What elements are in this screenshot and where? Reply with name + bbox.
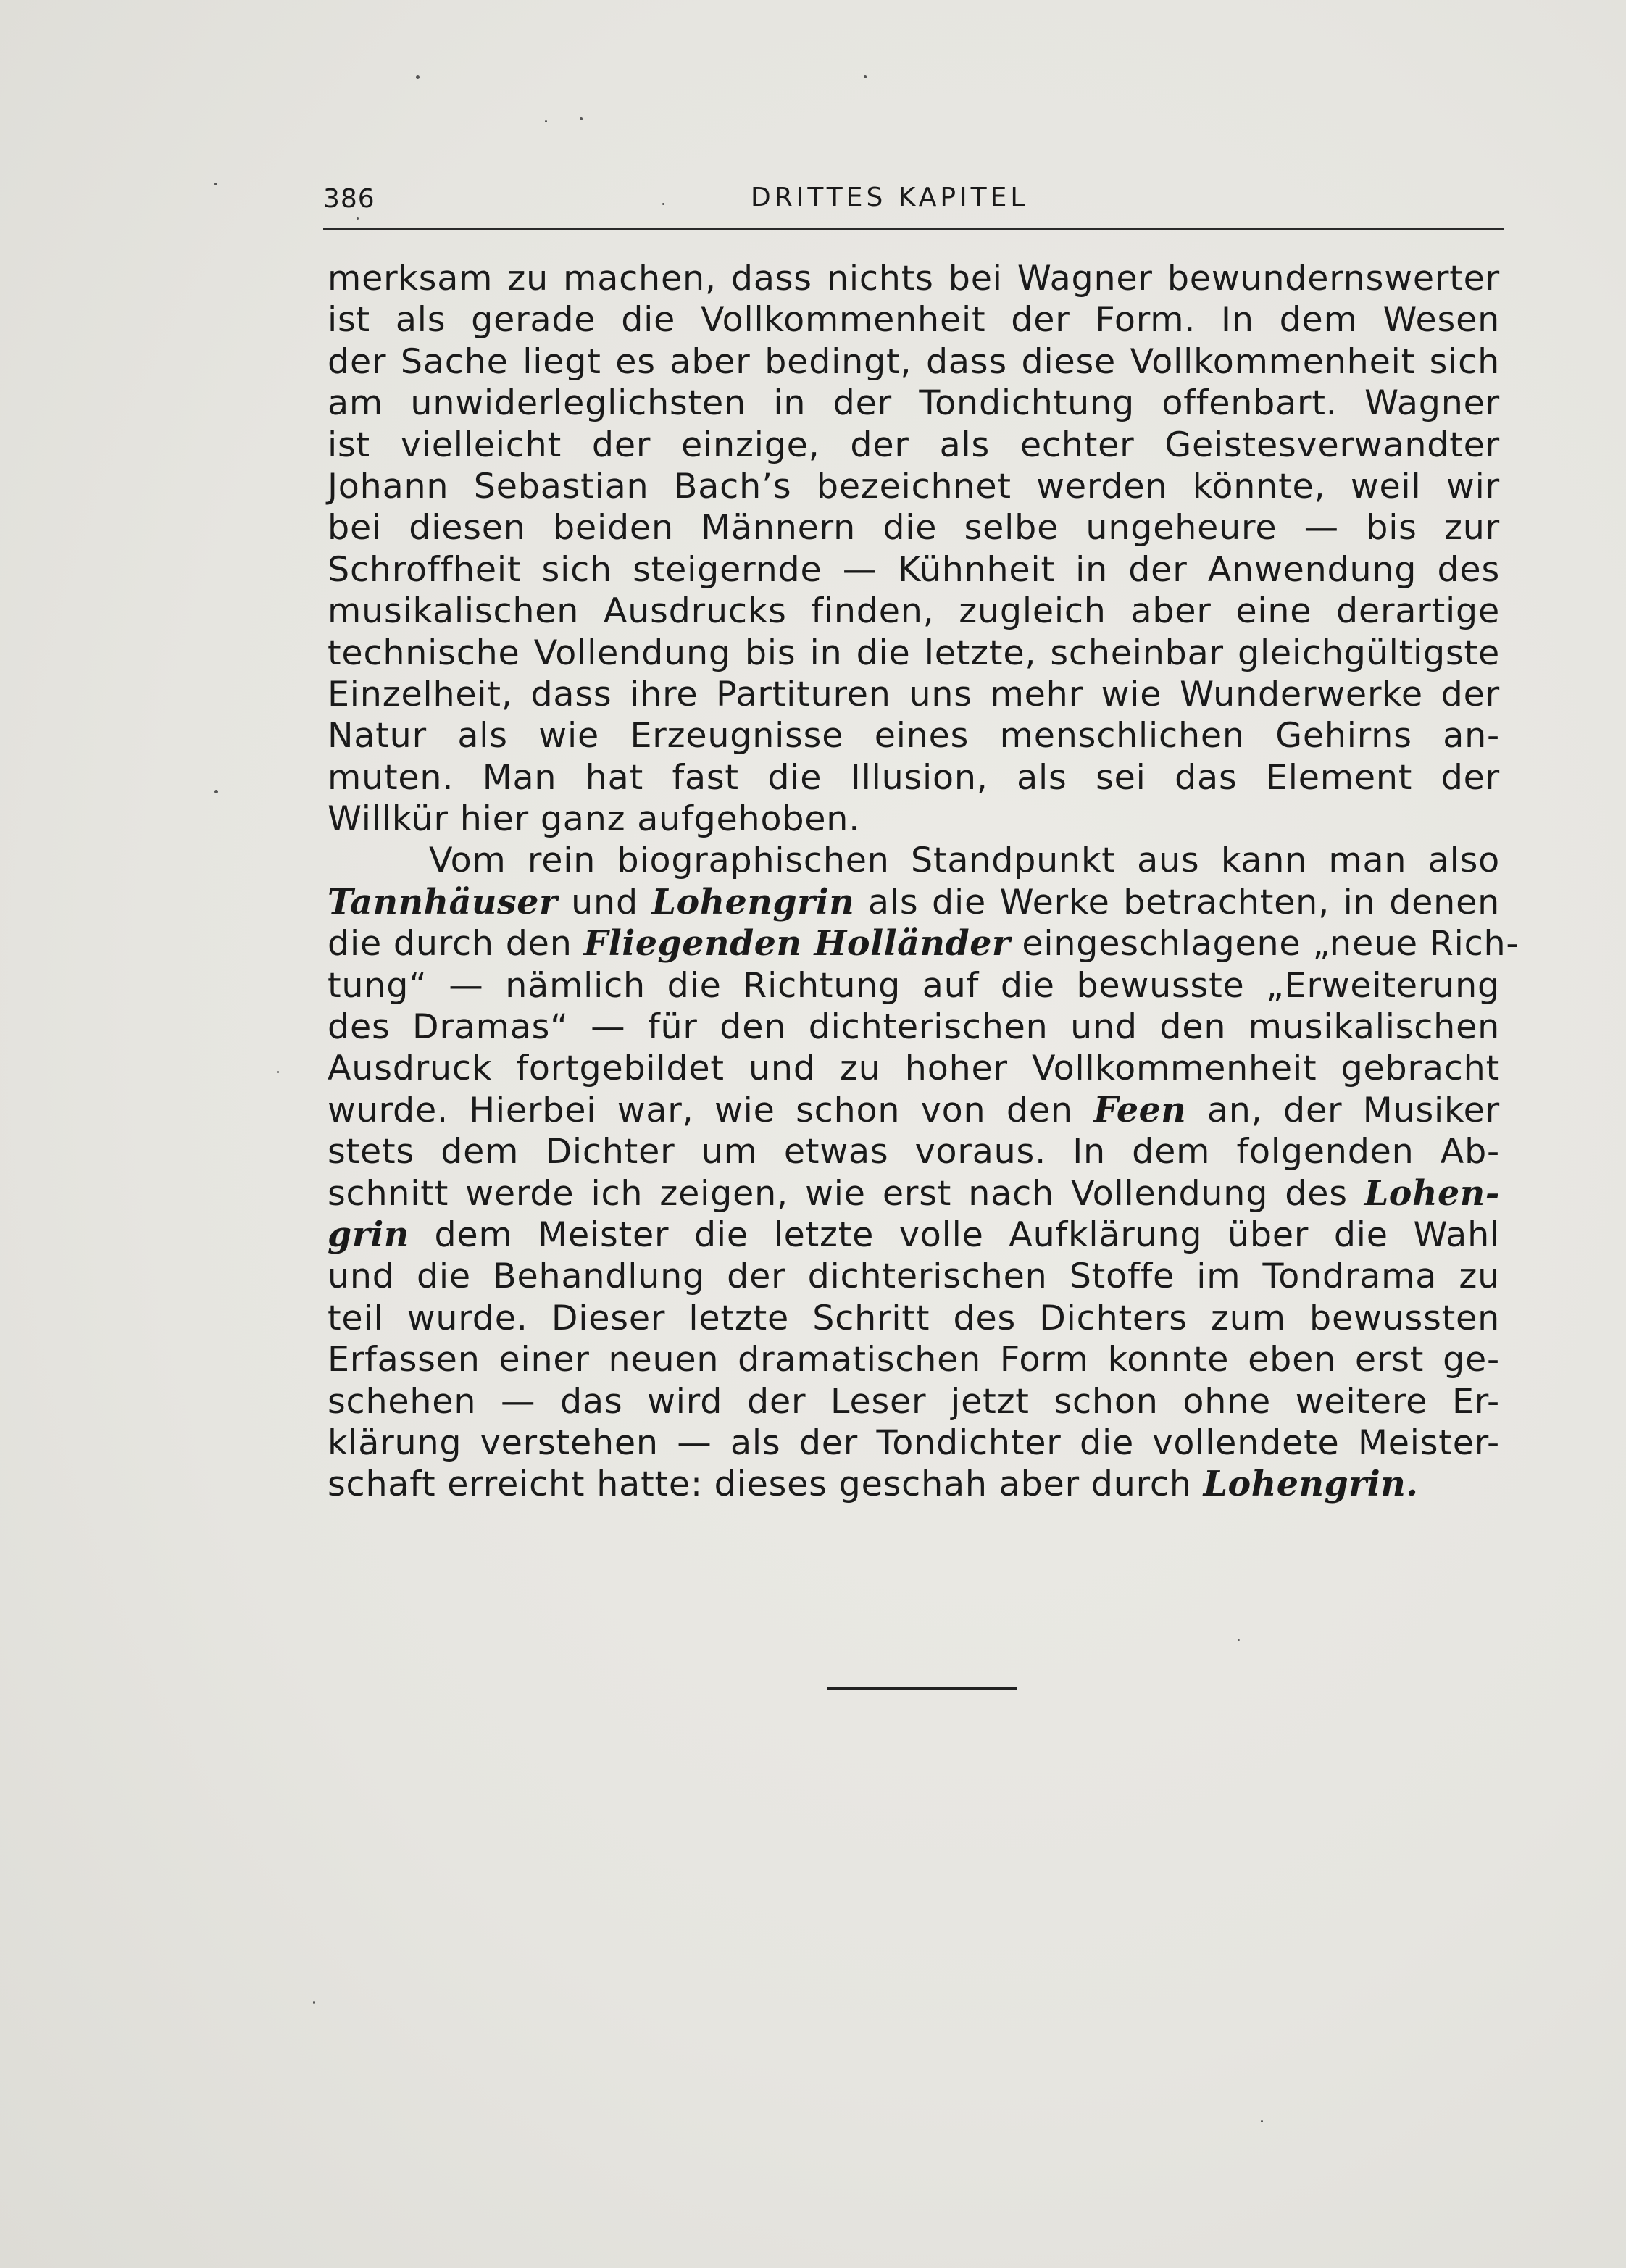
dust-speck xyxy=(277,1071,279,1073)
text-run: die durch den xyxy=(328,924,584,964)
text-run: schaft erreicht hatte: dieses geschah aber durch xyxy=(328,1464,1204,1505)
text-line xyxy=(328,1006,1500,1048)
text-line xyxy=(328,383,1500,424)
dust-speck xyxy=(416,75,420,79)
dust-speck xyxy=(580,117,583,120)
text-line xyxy=(328,882,1500,923)
text-run: eingeschlagene „neue Rich- xyxy=(1010,924,1519,964)
text-run: Vom rein biographischen Standpunkt aus kann man also xyxy=(429,841,1500,881)
italic-title: Lohengrin. xyxy=(1203,1464,1419,1505)
text-run: muten. Man hat fast die Illusion, als sei das Element der xyxy=(328,757,1500,798)
text-line xyxy=(328,507,1500,549)
text-run: ist vielleicht der einzige, der als echter Geistesverwandter xyxy=(328,425,1500,465)
text-run: stets dem Dichter um etwas voraus. In dem folgenden Ab- xyxy=(328,1132,1500,1172)
text-run: am unwiderleglichsten in der Tondichtung offenbart. Wagner xyxy=(328,383,1500,424)
text-line xyxy=(328,715,1500,756)
text-line xyxy=(328,799,1500,840)
dust-speck xyxy=(1238,1639,1240,1641)
dust-speck xyxy=(214,183,217,185)
text-run: schehen — das wird der Leser jetzt schon ohne weitere Er- xyxy=(328,1381,1500,1422)
italic-title: Tannhäuser xyxy=(328,881,558,922)
text-line xyxy=(328,591,1500,632)
text-run: technische Vollendung bis in die letzte, scheinbar gleichgültigste xyxy=(328,633,1500,673)
text-run: Erfassen einer neuen dramatischen Form konnte eben erst ge- xyxy=(328,1340,1500,1380)
text-line xyxy=(328,923,1519,964)
section-end-rule xyxy=(827,1687,1017,1690)
text-run: Willkür hier ganz aufgehoben. xyxy=(328,799,861,840)
text-line xyxy=(328,1298,1500,1339)
text-line xyxy=(328,1048,1500,1089)
text-line xyxy=(328,1422,1500,1464)
text-run: Ausdruck fortgebildet und zu hoher Vollkommenheit gebracht xyxy=(328,1048,1500,1089)
text-line xyxy=(328,299,1500,341)
text-run: des Dramas“ — für den dichterischen und den musikalischen xyxy=(328,1007,1500,1048)
dust-speck xyxy=(1261,2120,1263,2122)
text-run: und xyxy=(557,882,652,922)
italic-title: Lohengrin xyxy=(651,881,855,922)
italic-title: Feen xyxy=(1093,1089,1187,1130)
dust-speck xyxy=(864,75,867,78)
text-run: als die Werke betrachten, in denen xyxy=(854,882,1500,922)
text-run: merksam zu machen, dass nichts bei Wagner bewundernswerter xyxy=(328,259,1500,299)
text-line xyxy=(328,549,1500,591)
text-run: Schroffheit sich steigernde — Kühnheit in der Anwendung des xyxy=(328,549,1500,590)
text-line xyxy=(328,840,1500,881)
text-run: schnitt werde ich zeigen, wie erst nach Vollendung des xyxy=(328,1173,1364,1214)
text-run: bei diesen beiden Männern die selbe ungeheure — bis zur xyxy=(328,508,1500,549)
dust-speck xyxy=(313,2001,315,2004)
text-run: teil wurde. Dieser letzte Schritt des Dichters zum bewussten xyxy=(328,1298,1500,1338)
text-line xyxy=(328,1131,1500,1172)
text-line xyxy=(328,425,1500,466)
text-run: der Sache liegt es aber bedingt, dass diese Vollkommenheit sich xyxy=(328,341,1500,382)
text-line xyxy=(328,1464,1500,1505)
text-line xyxy=(328,1214,1500,1256)
text-line xyxy=(328,965,1500,1006)
italic-title: grin xyxy=(328,1214,409,1255)
page-header xyxy=(323,181,1504,222)
text-run: wurde. Hierbei war, wie schon von den xyxy=(328,1090,1094,1130)
body-text xyxy=(328,258,1519,1506)
dust-speck xyxy=(545,120,547,122)
text-line xyxy=(328,1090,1500,1131)
dust-speck xyxy=(214,790,218,793)
text-line xyxy=(328,341,1500,383)
text-run: Einzelheit, dass ihre Partituren uns mehr wie Wunderwerke der xyxy=(328,674,1500,714)
header-rule xyxy=(323,228,1504,230)
text-line xyxy=(328,258,1500,299)
text-line xyxy=(328,1339,1500,1380)
text-line xyxy=(328,1256,1500,1297)
text-run: tung“ — nämlich die Richtung auf die bewusste „Erweiterung xyxy=(328,965,1500,1006)
text-run: ist als gerade die Vollkommenheit der Form. In dem Wesen xyxy=(328,300,1500,341)
text-run: Johann Sebastian Bach’s bezeichnet werden könnte, weil wir xyxy=(328,466,1500,506)
text-run: dem Meister die letzte volle Aufklärung über die Wahl xyxy=(409,1214,1500,1255)
text-line xyxy=(328,1173,1500,1214)
text-line xyxy=(328,466,1500,507)
page-number: 386 xyxy=(323,184,375,214)
text-line xyxy=(328,633,1500,674)
text-line xyxy=(328,757,1500,799)
italic-title: Lohen- xyxy=(1364,1172,1500,1214)
running-head: DRITTES KAPITEL xyxy=(751,183,1029,212)
italic-title: Fliegenden Holländer xyxy=(583,923,1011,964)
text-line xyxy=(328,674,1500,715)
text-run: musikalischen Ausdrucks finden, zugleich aber eine derartige xyxy=(328,591,1500,632)
text-run: Natur als wie Erzeugnisse eines menschlichen Gehirns an- xyxy=(328,716,1500,756)
text-run: klärung verstehen — als der Tondichter die vollendete Meister- xyxy=(328,1422,1500,1463)
text-line xyxy=(328,1381,1500,1422)
text-run: an, der Musiker xyxy=(1186,1090,1500,1130)
text-run: und die Behandlung der dichterischen Stoffe im Tondrama zu xyxy=(328,1256,1500,1297)
